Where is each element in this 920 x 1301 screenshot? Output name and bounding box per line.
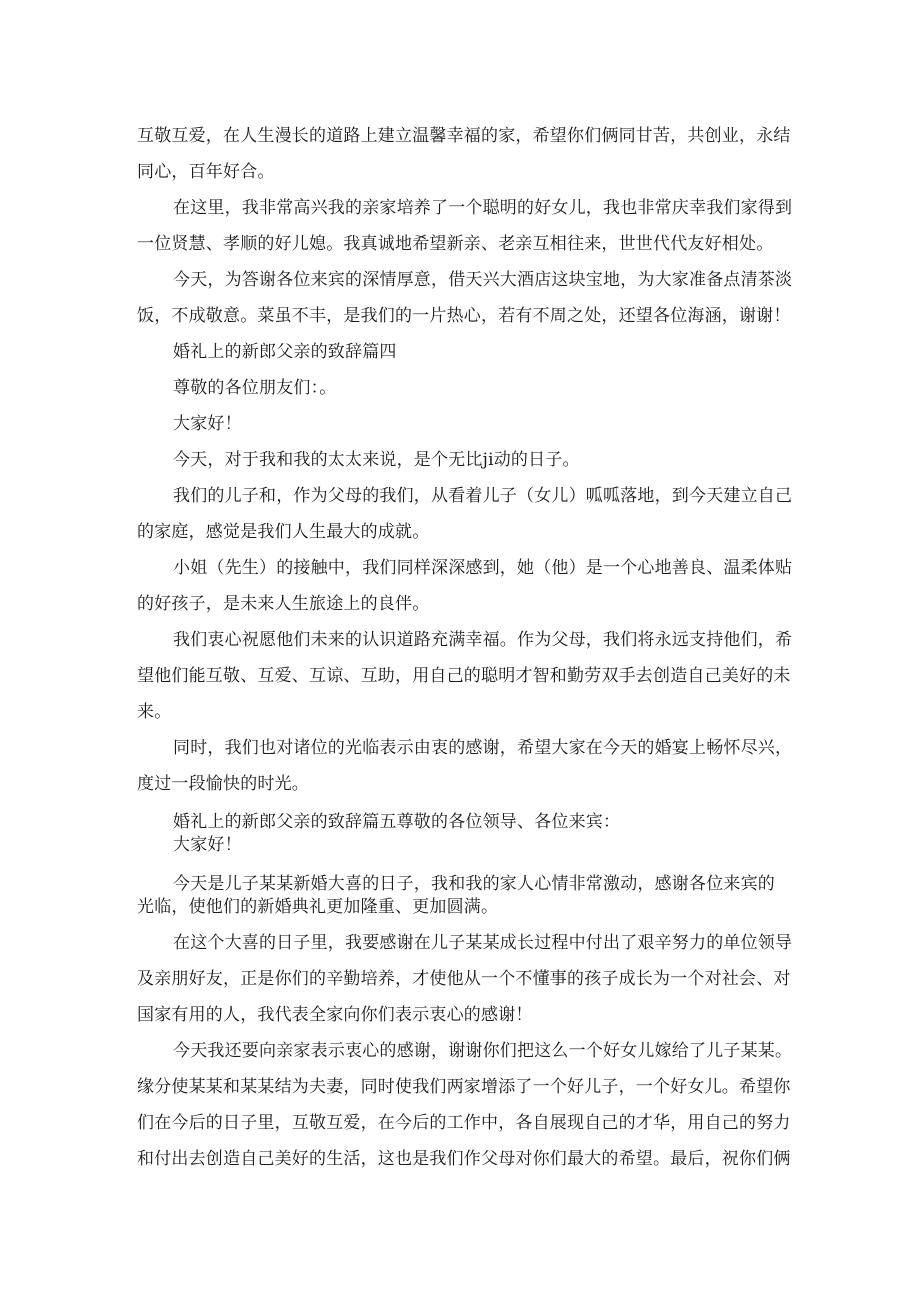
text-line: 尊敬的各位朋友们：。 bbox=[173, 378, 337, 398]
text-line: 的家庭，感觉是我们人生最大的成就。 bbox=[137, 522, 430, 542]
text-line: 和付出去创造自己美好的生活，这也是我们作父母对你们最大的希望。最后，祝你们俩 bbox=[137, 1149, 791, 1169]
section-heading: 婚礼上的新郎父亲的致辞篇四 bbox=[173, 342, 397, 362]
text-line: 缘分使某某和某某结为夫妻，同时使我们两家增添了一个好儿子，一个好女儿。希望你 bbox=[137, 1077, 791, 1097]
text-line: 光临，使他们的新婚典礼更加隆重、更加圆满。 bbox=[137, 897, 499, 917]
text-line: 的好孩子，是未来人生旅途上的良伴。 bbox=[137, 594, 430, 614]
text-line: 今天是儿子某某新婚大喜的日子，我和我的家人心情非常激动，感谢各位来宾的 bbox=[173, 874, 775, 894]
text-line: 及亲朋好友，正是你们的辛勤培养，才使他从一个不懂事的孩子成长为一个对社会、对 bbox=[137, 969, 791, 989]
text-line: 小姐（先生）的接触中，我们同样深深感到，她（他）是一个心地善良、温柔体贴 bbox=[173, 558, 793, 578]
text-line: 在这个大喜的日子里，我要感谢在儿子某某成长过程中付出了艰辛努力的单位领导 bbox=[173, 933, 793, 953]
text-line: 互敬互爱，在人生漫长的道路上建立温馨幸福的家，希望你们俩同甘苦，共创业，永结 bbox=[137, 126, 791, 146]
section-heading: 婚礼上的新郎父亲的致辞篇五尊敬的各位领导、各位来宾： bbox=[173, 812, 621, 832]
text-line: 今天，为答谢各位来宾的深情厚意，借天兴大酒店这块宝地，为大家准备点清茶淡 bbox=[173, 270, 793, 290]
text-line: 今天我还要向亲家表示衷心的感谢，谢谢你们把这么一个好女儿嫁给了儿子某某。 bbox=[173, 1041, 793, 1061]
text-line: 来。 bbox=[137, 702, 172, 722]
text-line: 同心，百年好合。 bbox=[137, 162, 275, 182]
text-line: 大家好！ bbox=[173, 835, 242, 855]
text-line: 大家好！ bbox=[173, 414, 242, 434]
text-line: 望他们能互敬、互爱、互谅、互助，用自己的聪明才智和勤劳双手去创造自己美好的未 bbox=[137, 666, 791, 686]
text-line: 饭，不成敬意。菜虽不丰，是我们的一片热心，若有不周之处，还望各位海涵，谢谢！ bbox=[137, 306, 791, 326]
text-line: 在这里，我非常高兴我的亲家培养了一个聪明的好女儿，我也非常庆幸我们家得到 bbox=[173, 198, 793, 218]
text-line: 国家有用的人，我代表全家向你们表示衷心的感谢！ bbox=[137, 1005, 533, 1025]
text-line: 今天，对于我和我的太太来说，是个无比ji动的日子。 bbox=[173, 450, 580, 470]
text-line: 我们的儿子和，作为父母的我们，从看着儿子（女儿）呱呱落地，到今天建立自己 bbox=[173, 486, 793, 506]
text-line: 们在今后的日子里，互敬互爱，在今后的工作中，各自展现自己的才华，用自己的努力 bbox=[137, 1113, 791, 1133]
text-line: 度过一段愉快的时光。 bbox=[137, 774, 309, 794]
text-line: 我们衷心祝愿他们未来的认识道路充满幸福。作为父母，我们将永远支持他们，希 bbox=[173, 630, 793, 650]
text-line: 一位贤慧、孝顺的好儿媳。我真诚地希望新亲、老亲互相往来，世世代代友好相处。 bbox=[137, 234, 774, 254]
text-line: 同时，我们也对诸位的光临表示由衷的感谢，希望大家在今天的婚宴上畅怀尽兴， bbox=[173, 738, 793, 758]
